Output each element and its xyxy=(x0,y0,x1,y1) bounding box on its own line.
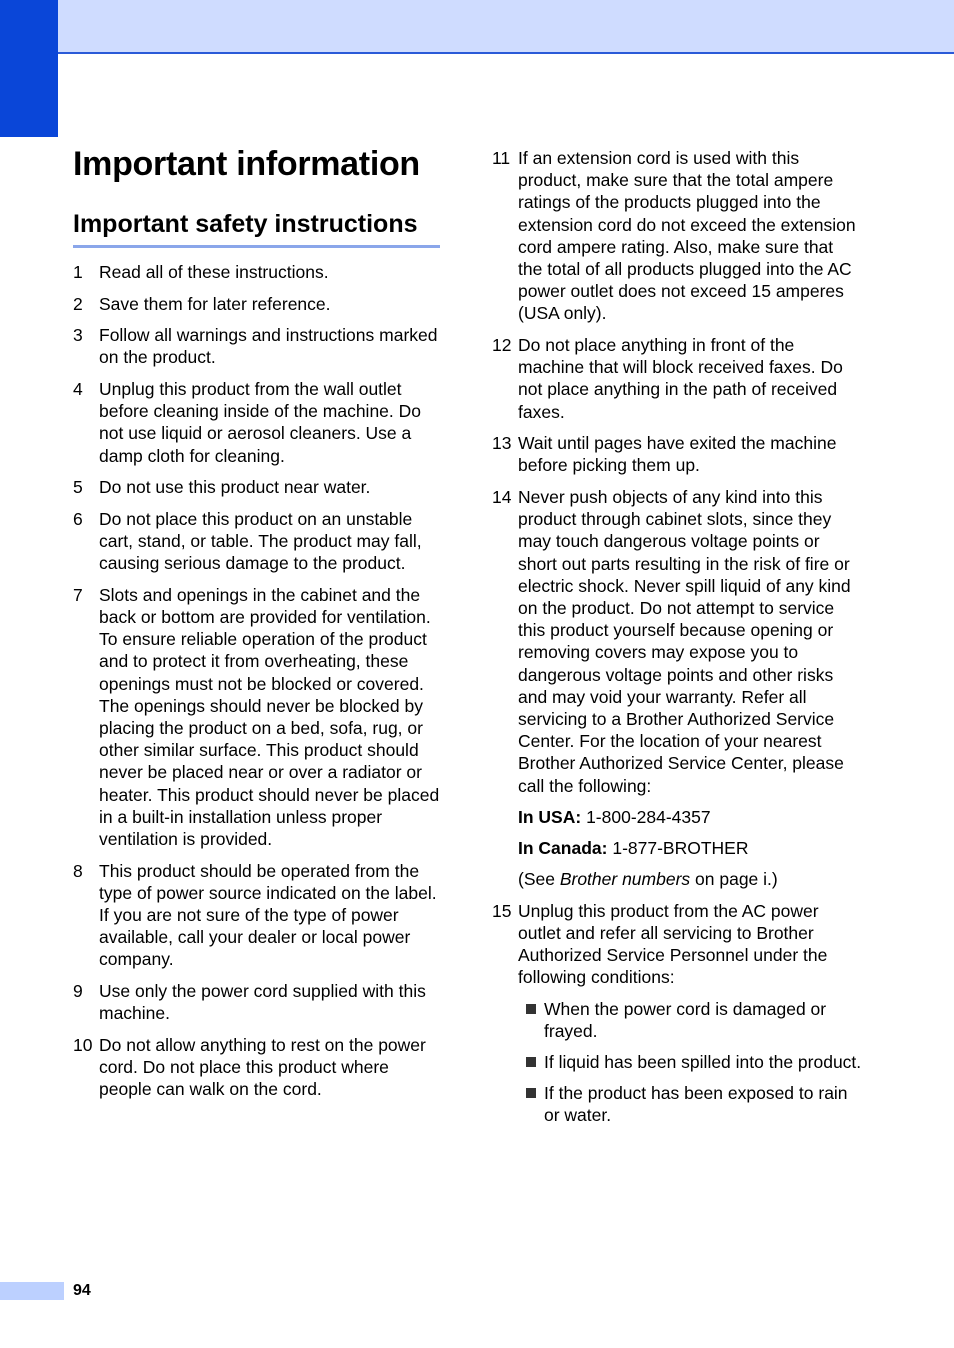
right-column xyxy=(492,147,862,1136)
usa-number: 1-800-284-4357 xyxy=(581,806,711,827)
condition-text: When the power cord is damaged or frayed. xyxy=(544,998,827,1041)
see-prefix: (See xyxy=(518,869,560,890)
header-band xyxy=(58,0,954,54)
item-number: 1 xyxy=(73,262,83,282)
page-title: Important information xyxy=(73,145,420,183)
list-item xyxy=(492,486,862,890)
item-number: 11 xyxy=(492,148,511,168)
item-text: Do not place anything in front of the machine that will block received faxes. Do not place anything in the path of received faxes. xyxy=(518,335,843,422)
item-text: Unplug this product from the AC power outlet and refer all servicing to Brother Authorized Service Personnel under the following conditions: xyxy=(518,900,828,988)
usa-phone xyxy=(518,806,862,828)
item-number: 3 xyxy=(73,325,83,346)
item-number: 2 xyxy=(73,293,83,314)
list-item xyxy=(73,476,441,498)
usa-label: In USA: xyxy=(518,806,582,827)
item-number: 6 xyxy=(73,508,83,529)
list-item xyxy=(73,1034,441,1101)
see-suffix: on page i.) xyxy=(690,869,778,890)
item-text: Follow all warnings and instructions marked on the product. xyxy=(99,325,438,368)
item-number: 4 xyxy=(73,378,83,399)
item-text: Wait until pages have exited the machine before picking them up. xyxy=(518,433,837,476)
item-text: If an extension cord is used with this product, make sure that the total ampere ratings of the products plugged into the extension cord do not exceed the extension cord ampere rating. Also, make sure that the total of all products plugged into the AC power outlet does not exceed 15 amperes (USA only). xyxy=(518,148,856,324)
square-bullet-icon xyxy=(526,1004,536,1014)
item-number: 9 xyxy=(73,981,83,1002)
list-item xyxy=(73,860,441,971)
item-number: 8 xyxy=(73,860,83,881)
list-item xyxy=(492,147,862,325)
item-text: Unplug this product from the wall outlet before cleaning inside of the machine. Do not use liquid or aerosol cleaners. Use a damp cloth for cleaning. xyxy=(99,378,422,466)
condition-text: If liquid has been spilled into the product. xyxy=(544,1052,862,1073)
list-item xyxy=(73,508,441,575)
list-item xyxy=(73,293,441,315)
footer-band xyxy=(0,1282,64,1300)
item-text: Do not allow anything to rest on the power cord. Do not place this product where people can walk on the cord. xyxy=(99,1034,426,1100)
canada-phone xyxy=(518,837,862,859)
item-number: 13 xyxy=(492,433,512,454)
item-number: 5 xyxy=(73,477,83,498)
chapter-tab xyxy=(0,0,58,137)
list-item xyxy=(73,584,441,850)
item-text: Save them for later reference. xyxy=(99,293,331,314)
square-bullet-icon xyxy=(526,1088,536,1098)
list-item xyxy=(73,980,441,1024)
item-text: Do not place this product on an unstable cart, stand, or table. The product may fall, causing serious damage to the product. xyxy=(99,508,422,574)
canada-number: 1-877-BROTHER xyxy=(607,838,749,859)
page-number: 94 xyxy=(73,1282,91,1299)
item-number: 15 xyxy=(492,900,512,921)
canada-label: In Canada: xyxy=(518,838,608,859)
condition-text: If the product has been exposed to rain or water. xyxy=(544,1083,848,1126)
item-text: Read all of these instructions. xyxy=(99,262,329,282)
list-item xyxy=(492,432,862,476)
item-number: 12 xyxy=(492,335,512,356)
list-item xyxy=(492,334,862,423)
item-text: Do not use this product near water. xyxy=(99,477,371,498)
list-item xyxy=(73,324,441,368)
item-number: 10 xyxy=(73,1034,93,1055)
brother-numbers-link[interactable]: Brother numbers xyxy=(559,869,691,890)
condition-item xyxy=(518,998,862,1042)
condition-list xyxy=(518,998,862,1127)
square-bullet-icon xyxy=(526,1057,536,1067)
list-item xyxy=(492,900,862,1127)
item-text: This product should be operated from the type of power source indicated on the label. If you are not sure of the type of power available, call your dealer or local power company. xyxy=(99,860,437,970)
condition-item xyxy=(518,1051,862,1073)
condition-item xyxy=(518,1082,862,1126)
list-item xyxy=(73,261,441,283)
item-text: Slots and openings in the cabinet and the back or bottom are provided for ventilation. To ensure reliable operation of the product and to protect it from overheating, these openings must not be blocked or covered. The openings should never be blocked by placing the product on a bed, sofa, rug, or other similar surface. This product should never be placed near or over a radiator or heater. This product should never be placed in a built-in installation unless proper ventilation is provided. xyxy=(99,584,440,850)
item-text: Use only the power cord supplied with this machine. xyxy=(99,981,426,1024)
item-number: 7 xyxy=(73,584,83,605)
see-reference xyxy=(518,868,862,890)
item-number: 14 xyxy=(492,487,512,508)
list-item xyxy=(73,378,441,467)
item-text: Never push objects of any kind into this product through cabinet slots, since they may touch dangerous voltage points or short out parts resulting in the risk of fire or electric shock. Never spill liquid of any kind on the product. Do not attempt to service this product yourself because opening or removing covers may expose you to dangerous voltage points and other risks and may void your warranty. Refer all servicing to a Brother Authorized Service Center. For the location of your nearest Brother Authorized Service Center, please call the following: xyxy=(518,487,851,796)
section-title: Important safety instructions xyxy=(73,205,440,248)
left-column xyxy=(73,261,441,1110)
